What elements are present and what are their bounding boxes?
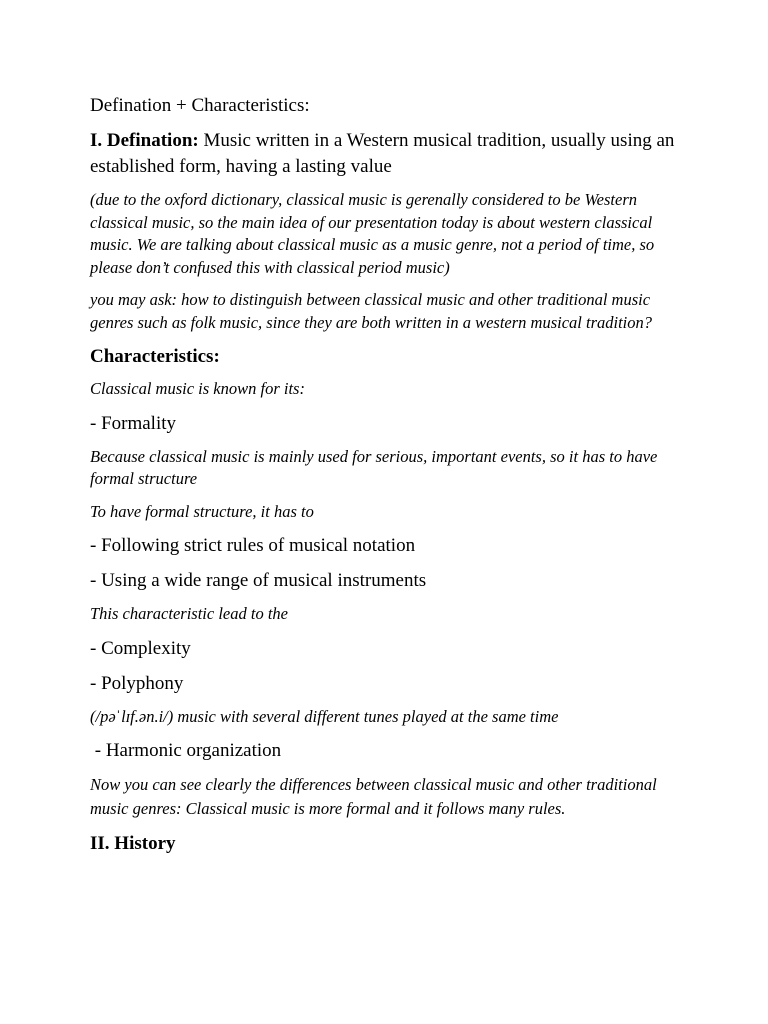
- item-notation: - Following strict rules of musical notation: [90, 535, 416, 556]
- item-complexity: - Complexity: [90, 637, 191, 659]
- definition-text: Music written in a Western musical tradition, usually using an established form, having a lasting value: [90, 130, 675, 177]
- note-conclusion: Now you can see clearly the differences between classical music and other traditional music genres: Classical music is more formal and it follows many rules.: [90, 775, 657, 818]
- note-lead: This characteristic lead to the: [90, 604, 288, 623]
- item-formality: - Formality: [90, 412, 177, 434]
- note-known-for: Classical music is known for its:: [90, 379, 305, 398]
- document-page: [90, 93, 680, 865]
- item-instruments: - Using a wide range of musical instruments: [90, 570, 427, 591]
- document-title-line: Defination + Characteristics:: [90, 95, 310, 116]
- item-polyphony: - Polyphony: [90, 672, 184, 694]
- note-formality: Because classical music is mainly used for serious, important events, so it has to have formal structure: [90, 446, 658, 488]
- history-heading: II. History: [90, 833, 176, 854]
- note-question: you may ask: how to distinguish between classical music and other traditional music genres such as folk music, since they are both written in a western musical tradition?: [90, 290, 653, 332]
- definition-label: I. Defination:: [90, 130, 199, 151]
- note-formal-structure: To have formal structure, it has to: [90, 501, 314, 521]
- item-harmonic: - Harmonic organization: [90, 740, 282, 761]
- characteristics-heading: Characteristics:: [90, 346, 220, 367]
- note-polyphony: (/pəˈlɪf.ən.i/) music with several different tunes played at the same time: [90, 706, 559, 726]
- note-oxford: (due to the oxford dictionary, classical music is gerenally considered to be Western classical music, so the main idea of our presentation today is about western classical music. We are talking about classical music as a music genre, not a period of time, so please don’t confused this with classical period music): [90, 190, 655, 277]
- definition-paragraph: [90, 128, 680, 180]
